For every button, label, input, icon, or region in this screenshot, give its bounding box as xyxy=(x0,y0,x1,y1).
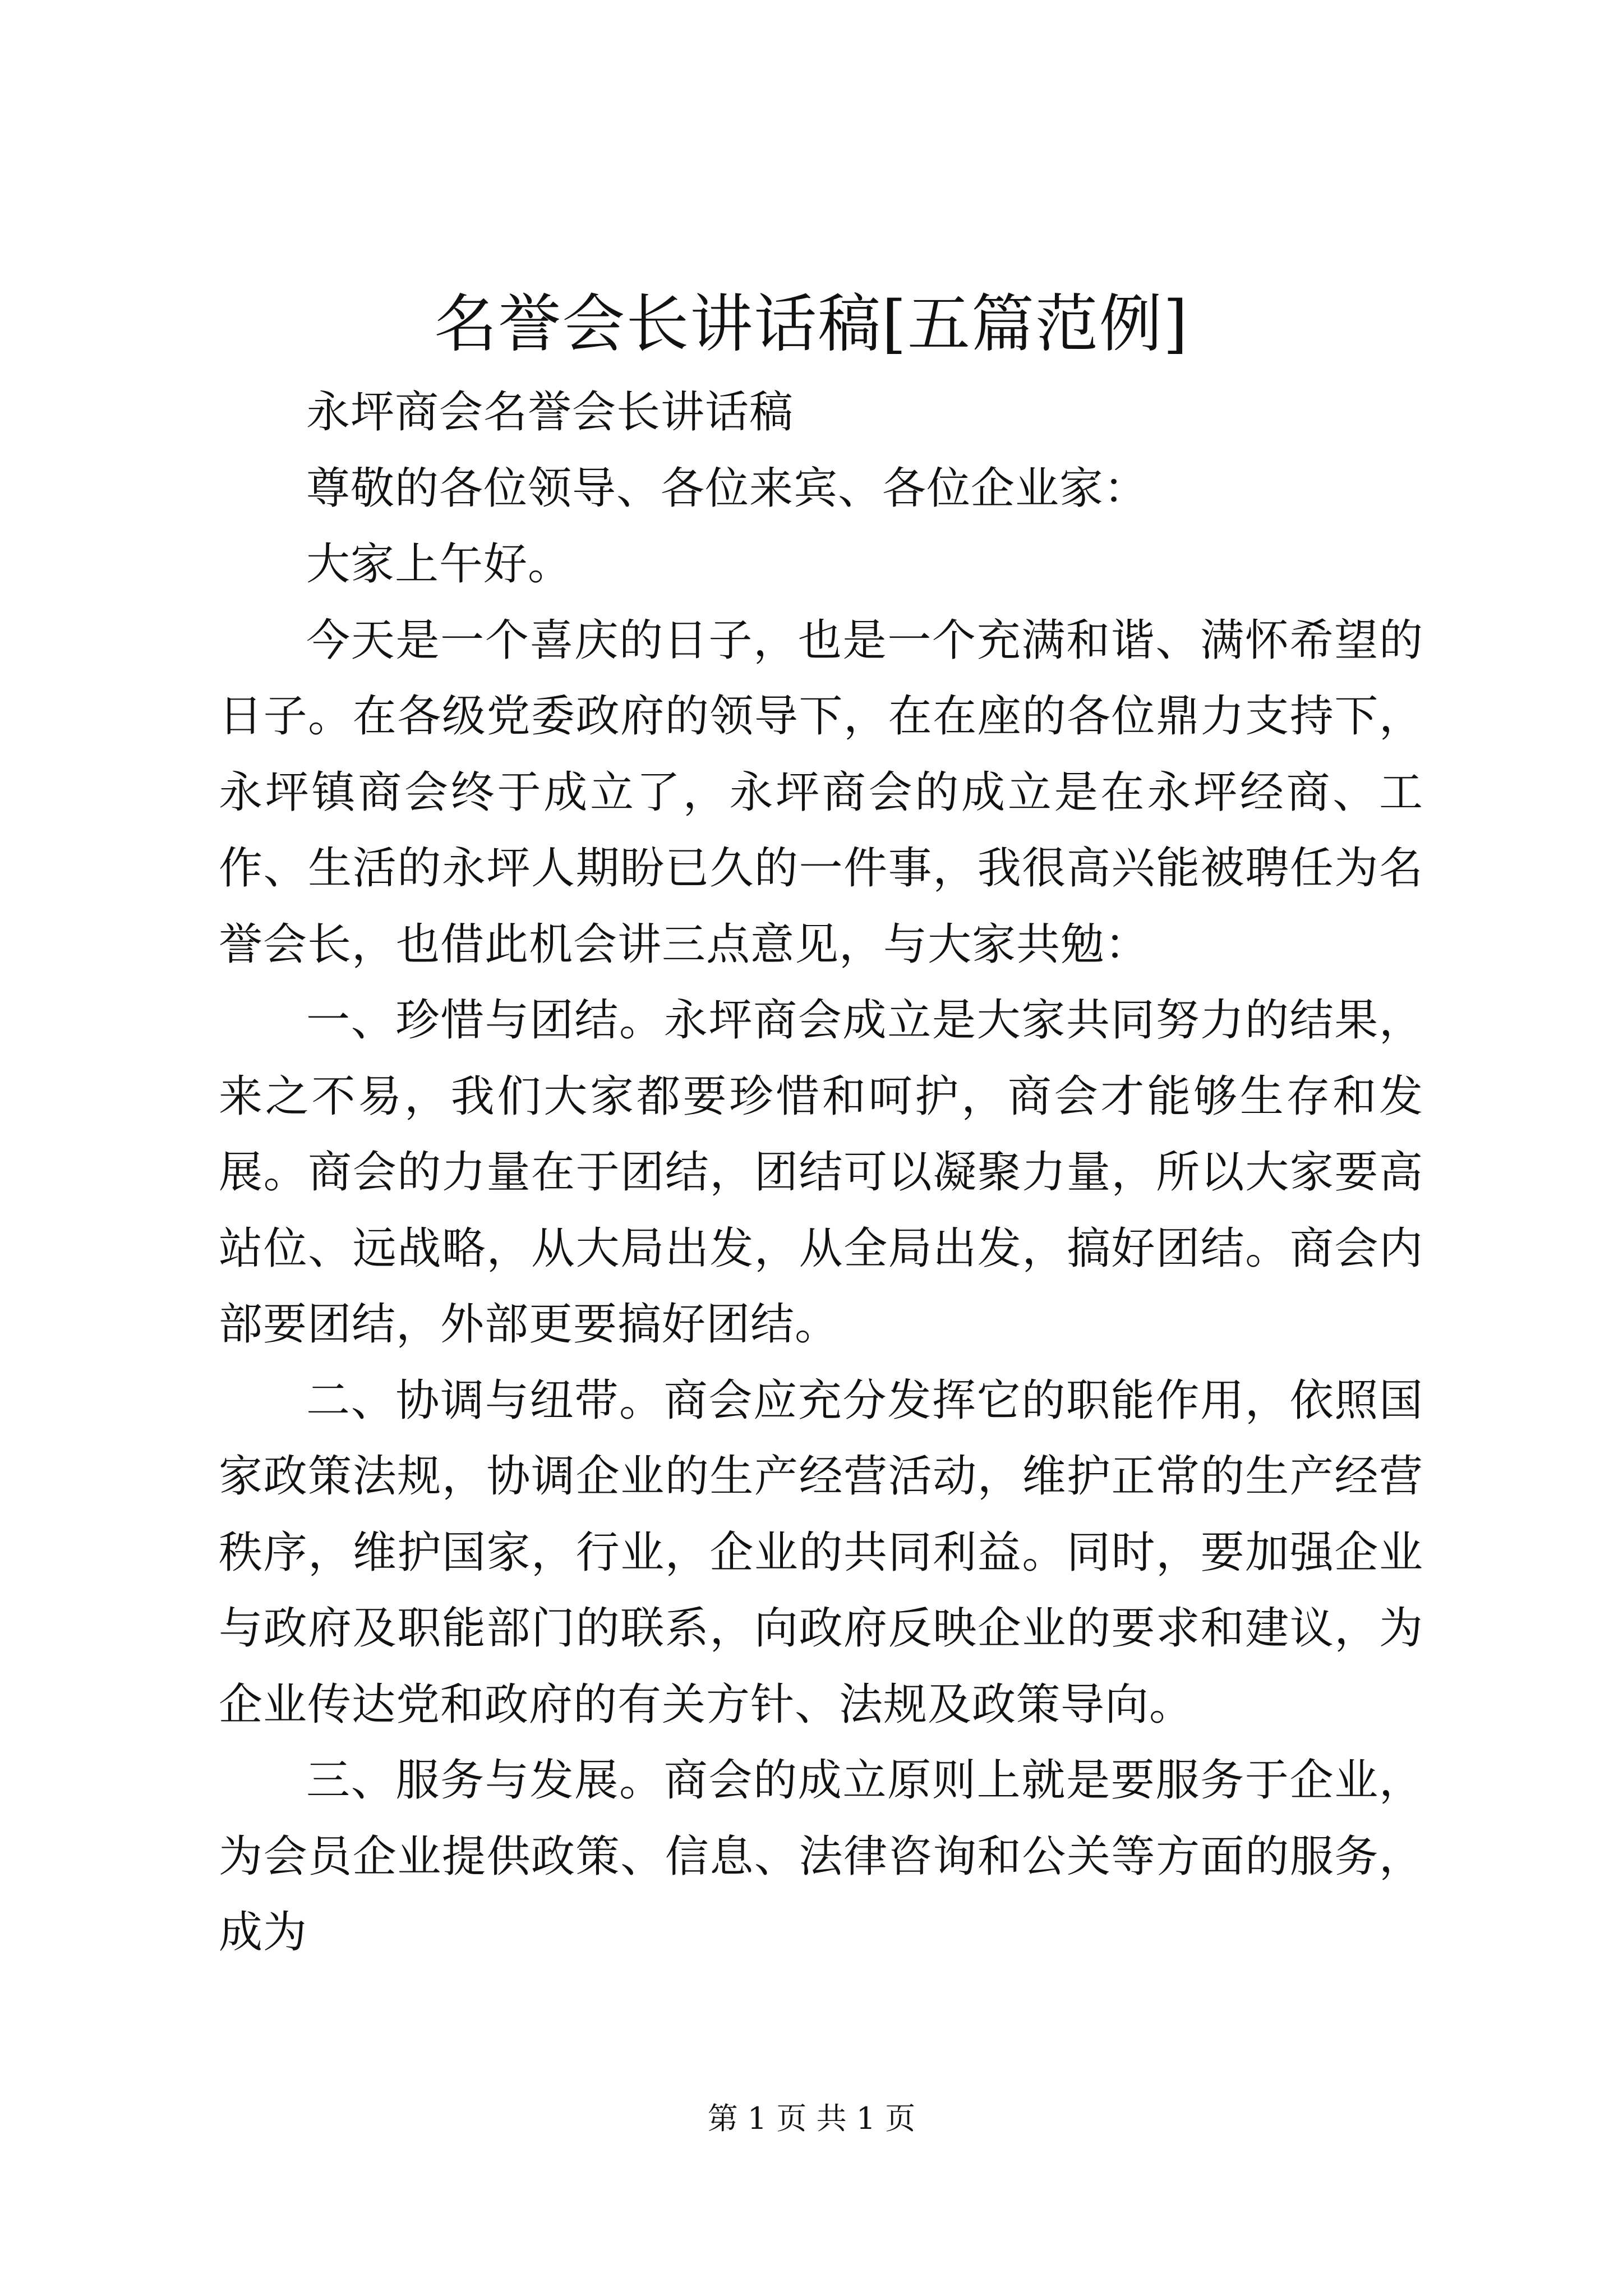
paragraph-point-three: 三、服务与发展。商会的成立原则上就是要服务于企业，为会员企业提供政策、信息、法律咨询和公关等方面的服务，成为 xyxy=(219,1755,1423,1958)
paragraph-point-one: 一、珍惜与团结。永坪商会成立是大家共同努力的结果，来之不易，我们大家都要珍惜和呵护，商会才能够生存和发展。商会的力量在于团结，团结可以凝聚力量，所以大家要高站位、远战略，从大局出发，从全局出发，搞好团结。商会内部要团结，外部更要搞好团结。 xyxy=(219,995,1423,1350)
paragraph-salutation: 尊敬的各位领导、各位来宾、各位企业家： xyxy=(306,463,1149,514)
paragraph-intro: 今天是一个喜庆的日子，也是一个充满和谐、满怀希望的日子。在各级党委政府的领导下，在在座的各位鼎力支持下，永坪镇商会终于成立了，永坪商会的成立是在永坪经商、工作、生活的永坪人期盼已久的一件事，我很高兴能被聘任为名誉会长，也借此机会讲三点意见，与大家共勉： xyxy=(219,615,1423,970)
document-title: 名誉会长讲话稿[五篇范例] xyxy=(434,288,1189,361)
paragraph-subtitle: 永坪商会名誉会长讲话稿 xyxy=(306,387,794,438)
paragraph-point-two: 二、协调与纽带。商会应充分发挥它的职能作用，依照国家政策法规，协调企业的生产经营活动，维护正常的生产经营秩序，维护国家，行业，企业的共同利益。同时，要加强企业与政府及职能部门的联系，向政府反映企业的要求和建议，为企业传达党和政府的有关方针、法规及政策导向。 xyxy=(219,1375,1423,1730)
paragraph-greeting: 大家上午好。 xyxy=(306,539,573,590)
document-body xyxy=(219,375,1423,1971)
page-footer: 第 1 页 共 1 页 xyxy=(707,2101,916,2136)
